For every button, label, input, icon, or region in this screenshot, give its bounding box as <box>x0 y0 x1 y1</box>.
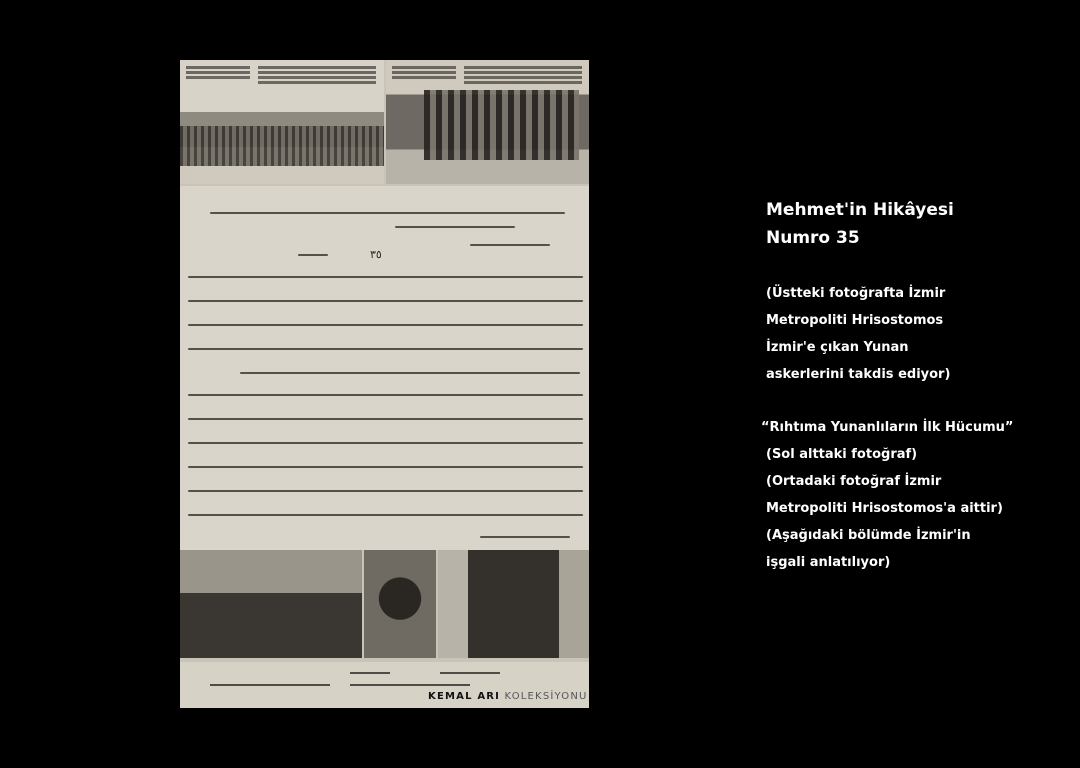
harbor-crowd-photo <box>180 550 362 658</box>
metropolitan-portrait-photo <box>364 550 436 658</box>
side-title <box>766 196 1066 252</box>
caption-line: Metropoliti Hrisostomos <box>766 313 944 328</box>
caption-line: İzmir'e çıkan Yunan <box>766 340 909 355</box>
top-left-photo <box>180 60 384 184</box>
soldiers-crowd <box>180 126 384 166</box>
collection-watermark: KEMAL ARI KOLEKSİYONU <box>428 691 588 702</box>
archival-document-image <box>180 60 589 708</box>
caption-line: (Ortadaki fotoğraf İzmir <box>766 474 942 489</box>
top-right-photo <box>386 60 589 184</box>
officials-on-stage <box>424 90 579 160</box>
bottom-photos <box>180 550 589 662</box>
caption-line: Metropoliti Hrisostomos'a aittir) <box>766 501 1003 516</box>
title-line-1: Mehmet'in Hikâyesi <box>766 200 954 220</box>
letter-number: ٣٥ <box>370 248 382 261</box>
photo-caption <box>180 62 384 90</box>
caption-line: (Aşağıdaki bölümde İzmir'in <box>766 528 971 543</box>
caption-line: askerlerini takdis ediyor) <box>766 367 951 382</box>
handwritten-letter <box>180 186 589 550</box>
caption-quote: “Rıhtıma Yunanlıların İlk Hücumu” <box>761 420 1014 435</box>
officers-photo <box>438 550 589 658</box>
photo-caption <box>386 62 589 90</box>
caption-line: (Sol alttaki fotoğraf) <box>766 447 918 462</box>
title-line-2: Numro 35 <box>766 228 860 248</box>
caption-block-2 <box>761 414 1071 576</box>
caption-block-1 <box>766 280 1066 388</box>
caption-line: işgali anlatılıyor) <box>766 555 891 570</box>
caption-line: (Üstteki fotoğrafta İzmir <box>766 286 946 301</box>
